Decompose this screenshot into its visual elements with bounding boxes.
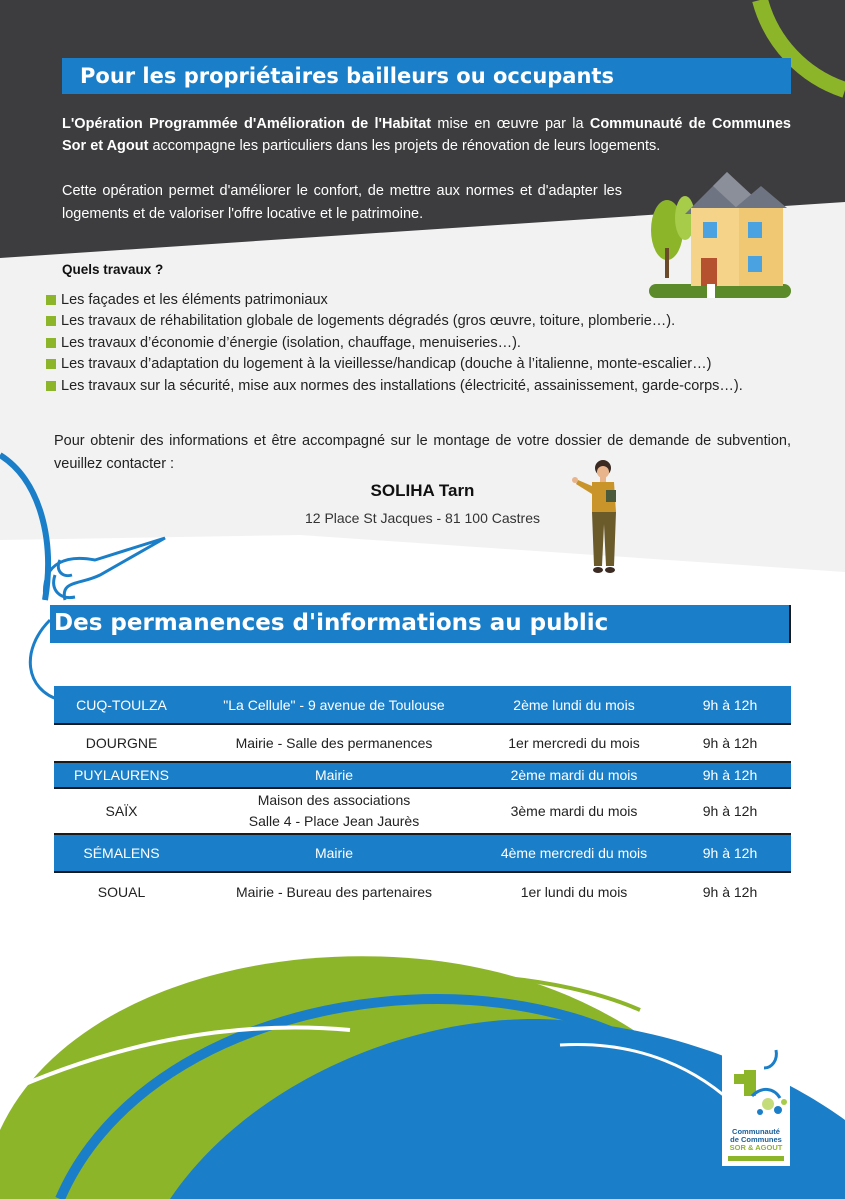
list-item-text: Les travaux de réhabilitation globale de logements dégradés (gros œuvre, toiture, plomberie…). [61,313,676,330]
list-item [46,311,806,333]
contact-address: 12 Place St Jacques - 81 100 Castres [304,510,541,526]
logo-line-1: Communauté [732,1127,780,1136]
list-item [46,375,806,397]
logo-underline [728,1156,784,1161]
commune-cell: SOUAL [54,872,189,910]
community-logo [722,1046,790,1166]
location-cell: Mairie - Salle des permanences [189,724,479,762]
location-cell: Mairie [189,834,479,872]
logo-emblem-icon [722,1046,790,1128]
opah-name: L'Opération Programmée d'Amélioration de l'Habitat [62,116,432,132]
contact-name: SOLIHA Tarn [370,481,475,500]
hours-cell: 9h à 12h [669,762,791,788]
hours-cell: 9h à 12h [669,834,791,872]
list-item-text: Les façades et les éléments patrimoniaux [61,291,328,308]
date-cell: 2ème mardi du mois [479,762,669,788]
hours-cell: 9h à 12h [669,686,791,724]
logo-line-2: de Communes [730,1135,782,1144]
bullet-square-icon [46,381,56,391]
location-cell: Mairie [189,762,479,788]
works-title: Quels travaux ? [62,262,164,277]
logo-line-3: SOR & AGOUT [729,1143,783,1152]
location-line-2: Salle 4 - Place Jean Jaurès [248,813,420,829]
commune-cell: SÉMALENS [54,834,189,872]
intro-text-2: accompagne les particuliers dans les projets de rénovation de leurs logements. [148,138,661,154]
commune-cell: CUQ-TOULZA [54,686,189,724]
table-row [54,788,791,834]
bullet-square-icon [46,338,56,348]
works-list [46,289,806,397]
list-item-text: Les travaux d’économie d’énergie (isolation, chauffage, menuiseries…). [61,334,521,351]
woman-pointing-illustration [568,458,628,576]
list-item [46,289,806,311]
intro-paragraph [62,113,791,157]
location-cell [189,788,479,834]
table-row [54,834,791,872]
list-item [46,354,806,376]
intro-text-1: mise en œuvre par la [431,116,590,132]
commune-cell: SAÏX [54,788,189,834]
hours-cell: 9h à 12h [669,872,791,910]
community-name: Communauté de Communes Sor et Agout [62,116,791,154]
bullet-square-icon [46,316,56,326]
table-row [54,762,791,788]
hours-cell: 9h à 12h [669,788,791,834]
bullet-square-icon [46,295,56,305]
date-cell: 3ème mardi du mois [479,788,669,834]
permanences-table [54,686,791,910]
hours-cell: 9h à 12h [669,724,791,762]
contact-text: Pour obtenir des informations et être accompagné sur le montage de votre dossier de demande de subvention, veuillez contacter : [54,433,791,472]
table-row [54,872,791,910]
section-title-owners: Pour les propriétaires bailleurs ou occupants [62,58,791,94]
list-item [46,332,806,354]
list-item-text: Les travaux d’adaptation du logement à la vieillesse/handicap (douche à l’italienne, monte-escalier…) [61,356,712,373]
location-cell: "La Cellule" - 9 avenue de Toulouse [189,686,479,724]
location-cell: Mairie - Bureau des partenaires [189,872,479,910]
date-cell: 1er mercredi du mois [479,724,669,762]
date-cell: 4ème mercredi du mois [479,834,669,872]
commune-cell: PUYLAURENS [54,762,189,788]
location-line-1: Maison des associations [257,792,411,808]
table-row [54,724,791,762]
bullet-square-icon [46,359,56,369]
table-row [54,686,791,724]
list-item-text: Les travaux sur la sécurité, mise aux normes des installations (électricité, assainissement, garde-corps…). [61,377,743,394]
date-cell: 2ème lundi du mois [479,686,669,724]
intro-paragraph-2: Cette opération permet d'améliorer le confort, de mettre aux normes et d'adapter les logements et de valoriser l'offre locative et le patrimoine. [62,183,622,222]
section-title-permanences: Des permanences d'informations au public [50,605,791,643]
date-cell: 1er lundi du mois [479,872,669,910]
house-illustration [645,168,795,300]
commune-cell: DOURGNE [54,724,189,762]
